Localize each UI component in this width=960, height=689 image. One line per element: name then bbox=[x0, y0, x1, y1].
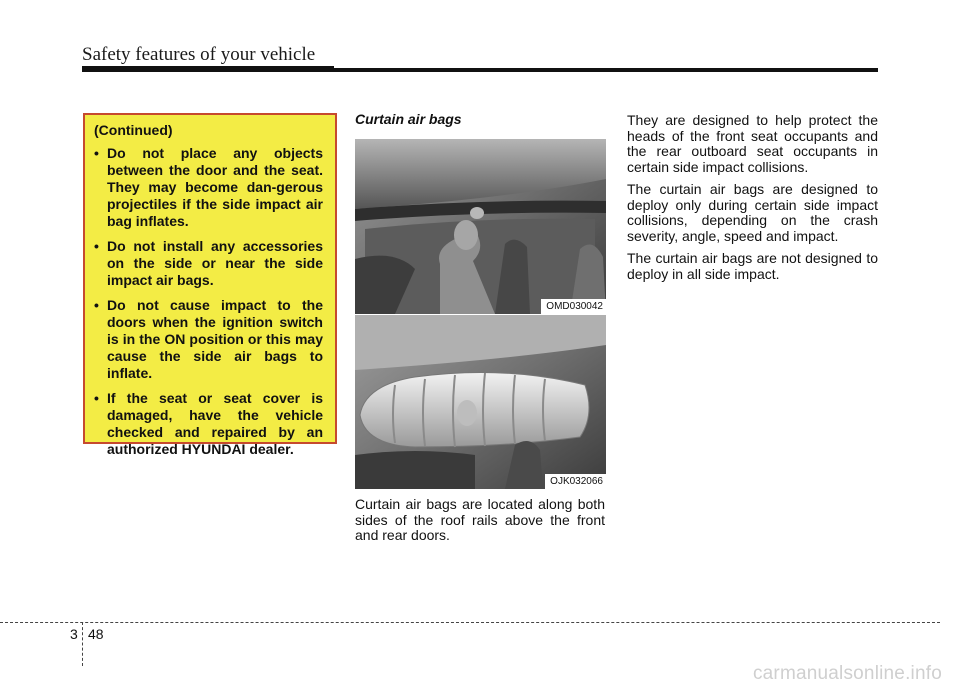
bullet-icon: • bbox=[94, 390, 99, 406]
bullet-icon: • bbox=[94, 297, 99, 313]
warning-continued-label: (Continued) bbox=[94, 122, 173, 138]
warning-item bbox=[94, 238, 323, 289]
photo-code-label: OJK032066 bbox=[545, 474, 606, 489]
warning-item-text: Do not place any objects between the door and the seat. They may become dan-gerous projectiles if the side impact air bag inflates. bbox=[107, 145, 323, 229]
warning-box bbox=[83, 113, 337, 457]
bullet-icon: • bbox=[94, 145, 99, 161]
chapter-number: 3 bbox=[70, 626, 78, 642]
watermark: carmanualsonline.info bbox=[752, 663, 942, 684]
warning-item bbox=[94, 390, 323, 458]
right-column-text bbox=[627, 113, 878, 289]
footer-rule bbox=[0, 622, 940, 623]
page-number: 48 bbox=[88, 626, 104, 642]
footer-vertical-rule bbox=[82, 622, 83, 666]
car-interior-airbag-illustration bbox=[355, 315, 606, 489]
curtain-airbag-photo-stowed bbox=[355, 139, 606, 314]
page-header-title: Safety features of your vehicle bbox=[82, 44, 316, 65]
warning-item-text: Do not cause impact to the doors when the ignition switch is in the ON position or this may cause the side air bags to inflate. bbox=[107, 297, 323, 381]
car-interior-illustration bbox=[355, 139, 606, 314]
paragraph: The curtain air bags are designed to deploy only during certain side impact collisions, depending on the crash severity, angle, speed and impact. bbox=[627, 181, 878, 244]
bullet-icon: • bbox=[94, 238, 99, 254]
header-rule-tab bbox=[82, 66, 334, 72]
warning-item-text: If the seat or seat cover is damaged, have the vehicle checked and repaired by an authorized HYUNDAI dealer. bbox=[107, 390, 323, 457]
photo-caption: Curtain air bags are located along both sides of the roof rails above the front and rear doors. bbox=[355, 496, 605, 543]
paragraph: The curtain air bags are not designed to deploy in all side impact. bbox=[627, 250, 878, 282]
curtain-airbag-photo-deployed bbox=[355, 315, 606, 489]
paragraph: They are designed to help protect the heads of the front seat occupants and the rear outboard seat occupants in certain side impact collisions. bbox=[627, 112, 878, 175]
photo-code-label: OMD030042 bbox=[541, 299, 606, 314]
warning-item bbox=[94, 297, 323, 382]
warning-item bbox=[94, 145, 323, 230]
warning-list bbox=[94, 145, 323, 458]
section-title: Curtain air bags bbox=[355, 111, 462, 127]
warning-item-text: Do not install any accessories on the side or near the side impact air bags. bbox=[107, 238, 323, 288]
